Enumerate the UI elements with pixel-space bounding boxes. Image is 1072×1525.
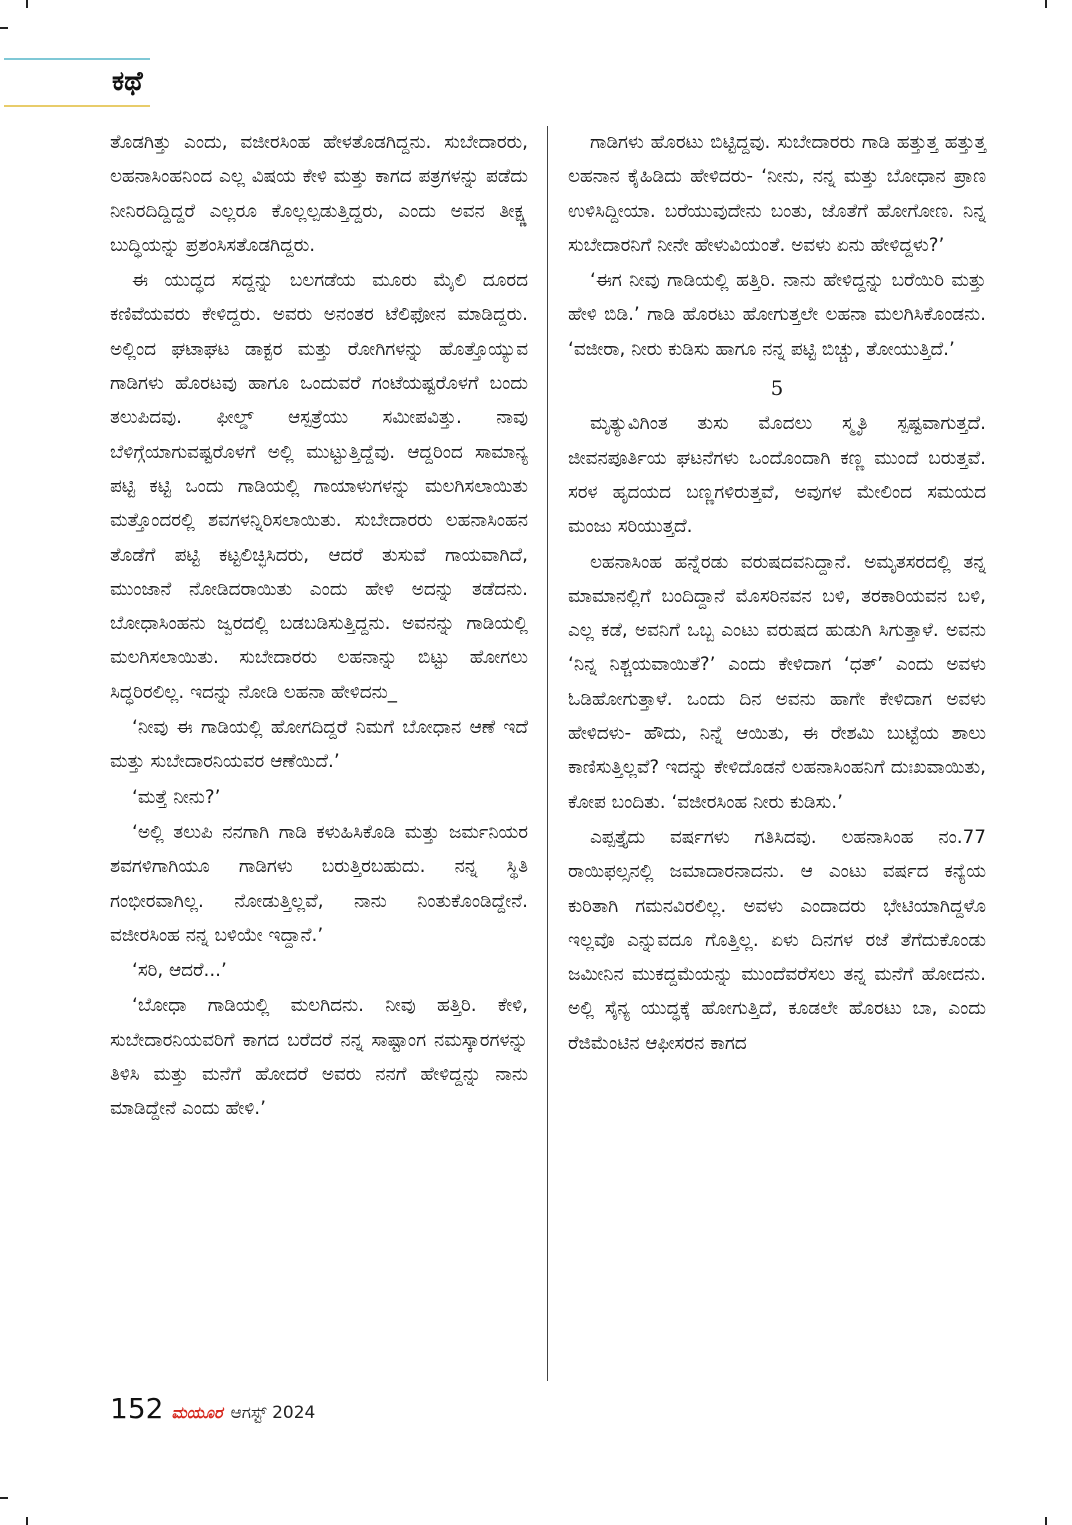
left-column <box>110 126 528 1127</box>
crop-mark-top-left <box>26 0 28 8</box>
right-column <box>568 126 986 1061</box>
crop-mark-left-top <box>0 27 8 29</box>
paragraph: ‘ಈಗ ನೀವು ಗಾಡಿಯಲ್ಲಿ ಹತ್ತಿರಿ. ನಾನು ಹೇಳಿದ್ದನ್ನು ಬರೆಯಿರಿ ಮತ್ತು ಹೇಳಿ ಬಿಡಿ.’ ಗಾಡಿ ಹೊರಟು ಹೋಗುತ್ತಲೇ ಲಹನಾ ಮಲಗಿಸಿಕೊಂಡನು. ‘ವಜೀರಾ, ನೀರು ಕುಡಿಸು ಹಾಗೂ ನನ್ನ ಪಟ್ಟಿ ಬಿಚ್ಚು, ತೋಯುತ್ತಿದೆ.’ <box>568 270 986 360</box>
paragraph: ‘ನೀವು ಈ ಗಾಡಿಯಲ್ಲಿ ಹೋಗದಿದ್ದರೆ ನಿಮಗೆ ಬೋಧಾನ ಆಣೆ ಇದೆ ಮತ್ತು ಸುಬೇದಾರನಿಯವರ ಆಣೆಯಿದೆ.’ <box>110 717 528 773</box>
magazine-logo: ಮಯೂರ <box>171 1403 223 1422</box>
section-rule-bottom <box>4 105 150 107</box>
crop-mark-top-right <box>1045 0 1047 8</box>
section-rule-top <box>4 58 150 60</box>
paragraph: ಗಾಡಿಗಳು ಹೊರಟು ಬಿಟ್ಟಿದ್ದವು. ಸುಬೇದಾರರು ಗಾಡಿ ಹತ್ತುತ್ತ ಹತ್ತುತ್ತ ಲಹನಾನ ಕೈಹಿಡಿದು ಹೇಳಿದರು- ‘ನೀನು, ನನ್ನ ಮತ್ತು ಬೋಧಾನ ಪ್ರಾಣ ಉಳಿಸಿದ್ದೀಯಾ. ಬರೆಯುವುದೇನು ಬಂತು, ಜೊತೆಗೆ ಹೋಗೋಣ. ನಿನ್ನ ಸುಬೇದಾರನಿಗೆ ನೀನೇ ಹೇಳುವಿಯಂತೆ. ಅವಳು ಏನು ಹೇಳಿದ್ದಳು?’ <box>568 132 986 256</box>
crop-mark-left-bottom <box>0 1497 8 1499</box>
paragraph: ‘ಮತ್ತೆ ನೀನು?’ <box>132 786 221 808</box>
chapter-number: 5 <box>770 376 784 401</box>
paragraph: ಈ ಯುದ್ಧದ ಸದ್ದನ್ನು ಬಲಗಡೆಯ ಮೂರು ಮೈಲಿ ದೂರದ ಕಣಿವೆಯವರು ಕೇಳಿದ್ದರು. ಅವರು ಅನಂತರ ಟೆಲಿಫೋನ ಮಾಡಿದ್ದರು. ಅಲ್ಲಿಂದ ಘಟಾಘಟ ಡಾಕ್ಟರ ಮತ್ತು ರೋಗಿಗಳನ್ನು ಹೊತ್ತೊಯ್ಯುವ ಗಾಡಿಗಳು ಹೊರಟವು ಹಾಗೂ ಒಂದುವರೆ ಗಂಟೆಯಷ್ಟರೊಳಗೆ ಬಂದು ತಲುಪಿದವು. ಫೀಲ್ಡ್ ಆಸ್ಪತ್ರೆಯು ಸಮೀಪವಿತ್ತು. ನಾವು ಬೆಳಿಗ್ಗೆಯಾಗುವಷ್ಟರೊಳಗೆ ಅಲ್ಲಿ ಮುಟ್ಟುತ್ತಿದ್ದೆವು. ಆದ್ದರಿಂದ ಸಾಮಾನ್ಯ ಪಟ್ಟಿ ಕಟ್ಟಿ ಒಂದು ಗಾಡಿಯಲ್ಲಿ ಗಾಯಾಳುಗಳನ್ನು ಮಲಗಿಸಲಾಯಿತು ಮತ್ತೊಂದರಲ್ಲಿ ಶವಗಳನ್ನಿರಿಸಲಾಯಿತು. ಸುಬೇದಾರರು ಲಹನಾಸಿಂಹನ ತೊಡೆಗೆ ಪಟ್ಟಿ ಕಟ್ಟಲಿಚ್ಛಿಸಿದರು, ಆದರೆ ತುಸುವೆ ಗಾಯವಾಗಿದೆ, ಮುಂಜಾನೆ ನೋಡಿದರಾಯಿತು ಎಂದು ಹೇಳಿ ಅದನ್ನು ತಡೆದನು. ಬೋಧಾಸಿಂಹನು ಜ್ವರದಲ್ಲಿ ಬಡಬಡಿಸುತ್ತಿದ್ದನು. ಅವನನ್ನು ಗಾಡಿಯಲ್ಲಿ ಮಲಗಿಸಲಾಯಿತು. ಸುಬೇದಾರರು ಲಹನಾನ್ನು ಬಿಟ್ಟು ಹೋಗಲು ಸಿದ್ಧರಿರಲಿಲ್ಲ. ಇದನ್ನು ನೋಡಿ ಲಹನಾ ಹೇಳಿದನು_ <box>110 270 528 703</box>
page-footer <box>110 1392 315 1432</box>
paragraph: ‘ಸರಿ, ಆದರೆ...’ <box>132 960 227 982</box>
paragraph: ಮೃತ್ಯುವಿಗಿಂತ ತುಸು ಮೊದಲು ಸ್ಮೃತಿ ಸ್ಪಷ್ಟವಾಗುತ್ತದೆ. ಜೀವನಪೂರ್ತಿಯ ಘಟನೆಗಳು ಒಂದೊಂದಾಗಿ ಕಣ್ಣ ಮುಂದೆ ಬರುತ್ತವೆ. ಸರಳ ಹೃದಯದ ಬಣ್ಣಗಳಿರುತ್ತವೆ, ಅವುಗಳ ಮೇಲಿಂದ ಸಮಯದ ಮಂಜು ಸರಿಯುತ್ತದೆ. <box>568 413 986 538</box>
crop-mark-bottom-left <box>26 1517 28 1525</box>
paragraph: ತೊಡಗಿತ್ತು ಎಂದು, ವಜೀರಸಿಂಹ ಹೇಳತೊಡಗಿದ್ದನು. ಸುಬೇದಾರರು, ಲಹನಾಸಿಂಹನಿಂದ ಎಲ್ಲ ವಿಷಯ ಕೇಳಿ ಮತ್ತು ಕಾಗದ ಪತ್ರಗಳನ್ನು ಪಡೆದು ನೀನಿರದಿದ್ದಿದ್ದರೆ ಎಲ್ಲರೂ ಕೊಲ್ಲಲ್ಪಡುತ್ತಿದ್ದರು, ಎಂದು ಅವನ ತೀಕ್ಷ್ಣ ಬುದ್ಧಿಯನ್ನು ಪ್ರಶಂಸಿಸತೊಡಗಿದ್ದರು. <box>110 132 528 256</box>
page-number: 152 <box>110 1392 164 1425</box>
issue-date: ಆಗಸ್ಟ್ 2024 <box>230 1403 316 1423</box>
paragraph: ಎಪ್ಪತ್ತೈದು ವರ್ಷಗಳು ಗತಿಸಿದವು. ಲಹನಾಸಿಂಹ ನಂ.77 ರಾಯಿಫಲ್ಸನಲ್ಲಿ ಜಮಾದಾರನಾದನು. ಆ ಎಂಟು ವರ್ಷದ ಕನ್ಯೆಯ ಕುರಿತಾಗಿ ಗಮನವಿರಲಿಲ್ಲ. ಅವಳು ಎಂದಾದರು ಭೇಟಿಯಾಗಿದ್ದಳೊ ಇಲ್ಲವೊ ಎನ್ನುವದೂ ಗೊತ್ತಿಲ್ಲ. ಏಳು ದಿನಗಳ ರಜೆ ತೆಗೆದುಕೊಂಡು ಜಮೀನಿನ ಮುಕದ್ದಮೆಯನ್ನು ಮುಂದೆವರೆಸಲು ತನ್ನ ಮನೆಗೆ ಹೋದನು. ಅಲ್ಲಿ ಸೈನ್ಯ ಯುದ್ಧಕ್ಕೆ ಹೋಗುತ್ತಿದೆ, ಕೂಡಲೇ ಹೊರಟು ಬಾ, ಎಂದು ರೆಜಿಮೆಂಟಿನ ಆಫೀಸರನ ಕಾಗದ <box>568 826 986 1054</box>
paragraph: ‘ಬೋಧಾ ಗಾಡಿಯಲ್ಲಿ ಮಲಗಿದನು. ನೀವು ಹತ್ತಿರಿ. ಕೇಳಿ, ಸುಬೇದಾರನಿಯವರಿಗೆ ಕಾಗದ ಬರೆದರೆ ನನ್ನ ಸಾಷ್ಟಾಂಗ ನಮಸ್ಕಾರಗಳನ್ನು ತಿಳಿಸಿ ಮತ್ತು ಮನೆಗೆ ಹೋದರೆ ಅವರು ನನಗೆ ಹೇಳಿದ್ದನ್ನು ನಾನು ಮಾಡಿದ್ದೇನೆ ಎಂದು ಹೇಳಿ.’ <box>110 995 528 1120</box>
paragraph: ಲಹನಾಸಿಂಹ ಹನ್ನೆರಡು ವರುಷದವನಿದ್ದಾನೆ. ಅಮೃತಸರದಲ್ಲಿ ತನ್ನ ಮಾಮಾನಲ್ಲಿಗೆ ಬಂದಿದ್ದಾನೆ ಮೊಸರಿನವನ ಬಳಿ, ತರಕಾರಿಯವನ ಬಳಿ, ಎಲ್ಲ ಕಡೆ, ಅವನಿಗೆ ಒಬ್ಬ ಎಂಟು ವರುಷದ ಹುಡುಗಿ ಸಿಗುತ್ತಾಳೆ. ಅವನು ‘ನಿನ್ನ ನಿಶ್ಚಯವಾಯಿತೆ?’ ಎಂದು ಕೇಳಿದಾಗ ‘ಧತ್’ ಎಂದು ಅವಳು ಓಡಿಹೋಗುತ್ತಾಳೆ. ಒಂದು ದಿನ ಅವನು ಹಾಗೇ ಕೇಳಿದಾಗ ಅವಳು ಹೇಳಿದಳು- ಹೌದು, ನಿನ್ನೆ ಆಯಿತು, ಈ ರೇಶಮಿ ಬುಟ್ಟೆಯ ಶಾಲು ಕಾಣಿಸುತ್ತಿಲ್ಲವೆ? ಇದನ್ನು ಕೇಳಿದೊಡನೆ ಲಹನಾಸಿಂಹನಿಗೆ ದುಃಖವಾಯಿತು, ಕೋಪ ಬಂದಿತು. ‘ವಜೀರಸಿಂಹ ನೀರು ಕುಡಿಸು.’ <box>568 551 986 813</box>
paragraph: ‘ಅಲ್ಲಿ ತಲುಪಿ ನನಗಾಗಿ ಗಾಡಿ ಕಳುಹಿಸಿಕೊಡಿ ಮತ್ತು ಜರ್ಮನಿಯರ ಶವಗಳಿಗಾಗಿಯೂ ಗಾಡಿಗಳು ಬರುತ್ತಿರಬಹುದು. ನನ್ನ ಸ್ಥಿತಿ ಗಂಭೀರವಾಗಿಲ್ಲ. ನೋಡುತ್ತಿಲ್ಲವೆ, ನಾನು ನಿಂತುಕೊಂಡಿದ್ದೇನೆ. ವಜೀರಸಿಂಹ ನನ್ನ ಬಳಿಯೇ ಇದ್ದಾನೆ.’ <box>110 821 528 946</box>
column-divider <box>547 126 548 1381</box>
section-label: ಕಥೆ <box>112 66 143 97</box>
crop-mark-bottom-right <box>1045 1517 1047 1525</box>
